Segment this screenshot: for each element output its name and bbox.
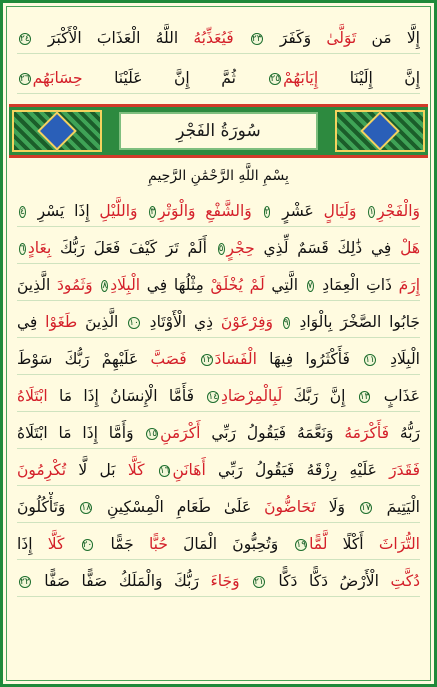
ayah-number-marker: ١٤ (208, 391, 219, 402)
verse-line (17, 344, 420, 375)
tajweed-word: كَلَّا (127, 461, 157, 479)
verse-line (17, 63, 420, 94)
tajweed-word: لَبِالْمِرْصَادِ (221, 387, 283, 405)
ayah-number-marker: ١٥ (147, 428, 158, 439)
verse-text: عَلَيْهِمْ رَبُّكَ سَوْطَ (17, 350, 151, 368)
verse-text: الَّذِينَ (17, 276, 57, 294)
verse-text: ذِي الْأَوْتَادِ (141, 313, 221, 331)
tajweed-word: لَمْ يُخْلَقْ (210, 276, 265, 294)
verse-text: جَابُوا الصَّخْرَ بِالْوَادِ (291, 313, 420, 331)
tajweed-word: وَالْفَجْرِ (377, 202, 420, 220)
verse-text: إِنَّ إِلَيْنَا (318, 69, 420, 87)
verse-line (17, 196, 420, 227)
basmala: بِسْمِ اللَّهِ الرَّحْمَٰنِ الرَّحِيمِ (148, 168, 289, 184)
ayah-number-marker: ١٨ (81, 502, 92, 513)
tajweed-word: كَلَّا (47, 535, 80, 553)
ayah-number-marker: ١٣ (359, 391, 370, 402)
verse-text: عَذَابٍ (372, 387, 420, 405)
surah-title: سُورَةُ الفَجْرِ (176, 121, 261, 141)
tajweed-word: فَقَدَرَ (389, 461, 420, 479)
tajweed-word: تُكْرِمُونَ (17, 461, 67, 479)
verse-line (17, 455, 420, 486)
verse-line (17, 233, 420, 264)
ayah-number-marker: ١٢ (201, 354, 212, 365)
verse-text: إِذَا (17, 535, 48, 553)
tajweed-word: وَجَاءَ (210, 572, 252, 590)
verse-text: ثُمَّ إِنَّ عَلَيْنَا (82, 69, 268, 87)
verse-text: أَلَمْ تَرَ كَيْفَ فَعَلَ رَبُّكَ (51, 239, 216, 257)
ayah-number-marker: ٢ (264, 206, 270, 217)
ayah-number-marker: ٣ (150, 206, 156, 217)
ayah-number-marker: ٥ (218, 243, 224, 254)
verse-text: ذَاتِ الْعِمَادِ (315, 276, 399, 294)
tajweed-word: تَحَاضُّونَ (264, 498, 316, 516)
ayah-number-marker: ٢١ (254, 576, 264, 587)
verse-text: فَأَكْثَرُوا فِيهَا (256, 350, 363, 368)
verse-text: وَنَعَّمَهُ فَيَقُولُ رَبِّي (200, 424, 345, 442)
verse-line (17, 529, 420, 560)
surah-title-frame (119, 112, 318, 150)
ayah-number-marker: ١ (369, 206, 375, 217)
ayah-number-marker: ٢٠ (82, 539, 93, 550)
tajweed-word: وَفِرْعَوْنَ (220, 313, 281, 331)
tajweed-word: الْفَسَادَ (214, 350, 257, 368)
ayah-number-marker: ٢٣ (251, 33, 262, 44)
tajweed-word: حِجْرٍ (226, 239, 255, 257)
verse-text: رَبُّهُ (389, 424, 420, 442)
verse-text: وَتَأْكُلُونَ (17, 498, 79, 516)
verse-line (17, 492, 420, 523)
tajweed-word: فَصَبَّ (150, 350, 199, 368)
verse-text: فَأَمَّا الْإِنسَانُ إِذَا مَا (47, 387, 206, 405)
verse-text: الَّذِينَ (77, 313, 127, 331)
tajweed-word: دُكَّتِ (390, 572, 420, 590)
verse-text: أَكْلًا (327, 535, 379, 553)
surah-header (9, 104, 428, 158)
verse-text: جَمًّا (95, 535, 149, 553)
star-ornament-icon (360, 111, 400, 151)
tajweed-word: فَيُعَذِّبُهُ (193, 29, 249, 47)
tajweed-word: تَوَلَّىٰ (326, 29, 357, 47)
ayah-number-marker: ٢٢ (20, 576, 30, 587)
verse-line (17, 270, 420, 301)
ayah-number-marker: ١٠ (129, 317, 139, 328)
verse-text: وَأَمَّا إِذَا مَا ابْتَلَاهُ (17, 424, 145, 442)
tajweed-word: الْبِلَادِ (110, 276, 141, 294)
tajweed-word: التُّرَاثَ (378, 535, 420, 553)
verse-text: الْبِلَادِ (377, 350, 420, 368)
verse-text: مِثْلُهَا فِي (140, 276, 211, 294)
verse-line (17, 381, 420, 412)
verse-text: فِي (17, 313, 46, 331)
tajweed-word: وَثَمُودَ (57, 276, 100, 294)
ayah-number-marker: ١١ (365, 354, 375, 365)
ayah-number-marker: ٦ (20, 243, 25, 254)
tajweed-word: إِيَابَهُمْ (283, 69, 319, 87)
verse-text: الْأَرْضُ دَكًّا دَكًّا (266, 572, 391, 590)
tajweed-word: هَلْ (400, 239, 420, 257)
star-ornament-icon (37, 111, 77, 151)
verse-text: اللَّهُ الْعَذَابَ الْأَكْبَرَ (32, 29, 194, 47)
ayah-number-marker: ٤ (20, 206, 25, 217)
verse-line (17, 566, 420, 597)
verse-text: وَكَفَرَ (264, 29, 327, 47)
tajweed-word: وَلَيَالٍ (323, 202, 367, 220)
tajweed-word: وَالشَّفْعِ وَالْوَتْرِ (158, 202, 262, 220)
ayah-number-marker: ١٦ (159, 465, 170, 476)
tajweed-word: أَكْرَمَنِ (160, 424, 201, 442)
tajweed-word: حُبًّا (148, 535, 168, 553)
ornament-right (335, 110, 425, 152)
tajweed-word: بِعَادٍ (27, 239, 52, 257)
tajweed-word: فَأَكْرَمَهُ (344, 424, 390, 442)
verse-text: إِذَا يَسْرِ (27, 202, 100, 220)
tajweed-word: ابْتَلَاهُ (17, 387, 48, 405)
verse-text: عَشْرٍ (272, 202, 324, 220)
verse-line (17, 23, 420, 54)
verse-line (17, 418, 420, 449)
verse-text: وَتُحِبُّونَ الْمَالَ (167, 535, 294, 553)
verse-text: إِنَّ رَبَّكَ (282, 387, 357, 405)
ayah-number-marker: ٢٦ (20, 73, 30, 84)
tajweed-word: إِرَمَ (398, 276, 420, 294)
ayah-number-marker: ٢٥ (270, 73, 281, 84)
tajweed-word: حِسَابَهُم (32, 69, 83, 87)
ayah-number-marker: ٨ (102, 280, 108, 291)
tajweed-word: طَغَوْا (45, 313, 78, 331)
verse-text: عَلَيْهِ رِزْقَهُ فَيَقُولُ رَبِّي (205, 461, 390, 479)
verse-text: الَّتِي (264, 276, 305, 294)
ayah-number-marker: ١٧ (360, 502, 371, 513)
verse-text: بَل لَّا (66, 461, 128, 479)
verse-text: الْيَتِيمَ (373, 498, 420, 516)
verse-text: إِلَّا مَن (356, 29, 420, 47)
ayah-number-marker: ١٩ (296, 539, 307, 550)
ayah-number-marker: ٧ (307, 280, 313, 291)
tajweed-word: لَّمًّا (309, 535, 328, 553)
verse-line (17, 307, 420, 338)
tajweed-word: أَهَانَنِ (172, 461, 206, 479)
verse-text: فِي ذَٰلِكَ قَسَمٌ لِّذِي (254, 239, 401, 257)
tajweed-word: وَاللَّيْلِ (99, 202, 148, 220)
verse-text: وَلَا (315, 498, 358, 516)
ayah-number-marker: ٢٤ (20, 33, 30, 44)
verse-text: عَلَىٰ طَعَامِ الْمِسْكِينِ (94, 498, 265, 516)
ornament-left (12, 110, 102, 152)
verse-text: رَبُّكَ وَالْمَلَكُ صَفًّا صَفًّا (32, 572, 211, 590)
ayah-number-marker: ٩ (283, 317, 289, 328)
